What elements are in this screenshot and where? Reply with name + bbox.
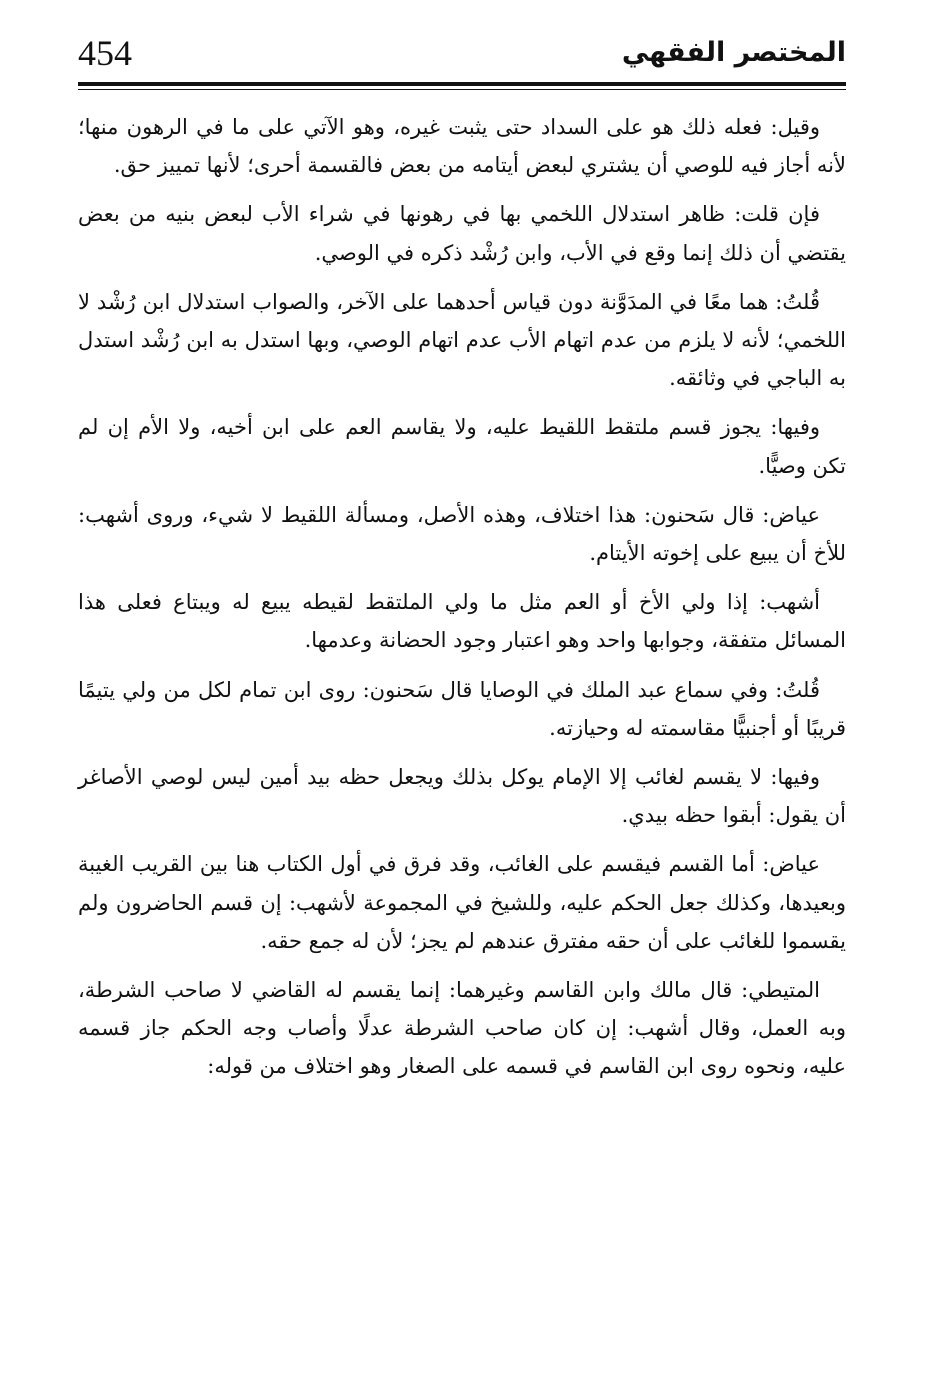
running-title: المختصر الفقهي bbox=[621, 37, 846, 68]
paragraph: وقيل: فعله ذلك هو على السداد حتى يثبت غيره، وهو الآتي على ما في الرهون منها؛ لأنه أجاز فيه للوصي أن يشتري لبعض أيتامه من بعض فالقسمة أحرى؛ لأنها تمييز حق. bbox=[78, 115, 846, 178]
paragraph: قُلتُ: وفي سماع عبد الملك في الوصايا قال سَحنون: روى ابن تمام لكل من ولي يتيمًا قريبًا أو أجنبيًّا مقاسمته له وحيازته. bbox=[78, 677, 846, 740]
paragraph: عياض: قال سَحنون: هذا اختلاف، وهذه الأصل، ومسألة اللقيط لا شيء، وروى أشهب: للأخ أن يبيع على إخوته الأيتام. bbox=[78, 502, 846, 566]
body-text bbox=[78, 108, 846, 1097]
page-header bbox=[78, 28, 846, 80]
paragraph: عياض: أما القسم فيقسم على الغائب، وقد فرق في أول الكتاب هنا بين القريب الغيبة وبعيدها، وكذلك جعل الحكم عليه، وللشيخ في المجموعة لأشهب: إن قسم الحاضرون ولم يقسموا للغائب على أن حقه مفترق عندهم لم يجز؛ لأن له جمع حقه. bbox=[78, 852, 846, 953]
paragraph: المتيطي: قال مالك وابن القاسم وغيرهما: إنما يقسم له القاضي لا صاحب الشرطة، وبه العمل، وقال أشهب: إن كان صاحب الشرطة عدلًا وأصاب وجه الحكم جاز قسمه عليه، ونحوه روى ابن القاسم في قسمه على الصغار وهو اختلاف من قوله: bbox=[78, 978, 846, 1079]
paragraph: أشهب: إذا ولي الأخ أو العم مثل ما ولي الملتقط لقيطه يبيع له ويبتاع فعلى هذا المسائل متفقة، وجوابها واحد وهو اعتبار وجود الحضانة وعدمها. bbox=[78, 590, 846, 653]
paragraph: قُلتُ: هما معًا في المدَوَّنة دون قياس أحدهما على الآخر، والصواب استدلال ابن رُشْد لا اللخمي؛ لأنه لا يلزم من عدم اتهام الأب عدم اتهام الوصي، وبها استدل به ابن رُشْد استدل به الباجي في وثائقه. bbox=[78, 289, 846, 391]
paragraph: وفيها: يجوز قسم ملتقط اللقيط عليه، ولا يقاسم العم على ابن أخيه، ولا الأم إن لم تكن وصيًّا. bbox=[78, 415, 846, 478]
header-rule-thick bbox=[78, 82, 846, 86]
paragraph: وفيها: لا يقسم لغائب إلا الإمام يوكل بذلك ويجعل حظه بيد أمين ليس لوصي الأصاغر أن يقول: أبقوا حظه بيدي. bbox=[78, 765, 846, 828]
paragraph: فإن قلت: ظاهر استدلال اللخمي بها في رهونها في شراء الأب لبعض بنيه من بعض يقتضي أن ذلك إنما وقع في الأب، وابن رُشْد ذكره في الوصي. bbox=[78, 202, 846, 265]
page-number: 454 bbox=[78, 33, 132, 73]
header-rule-thin bbox=[78, 89, 846, 90]
